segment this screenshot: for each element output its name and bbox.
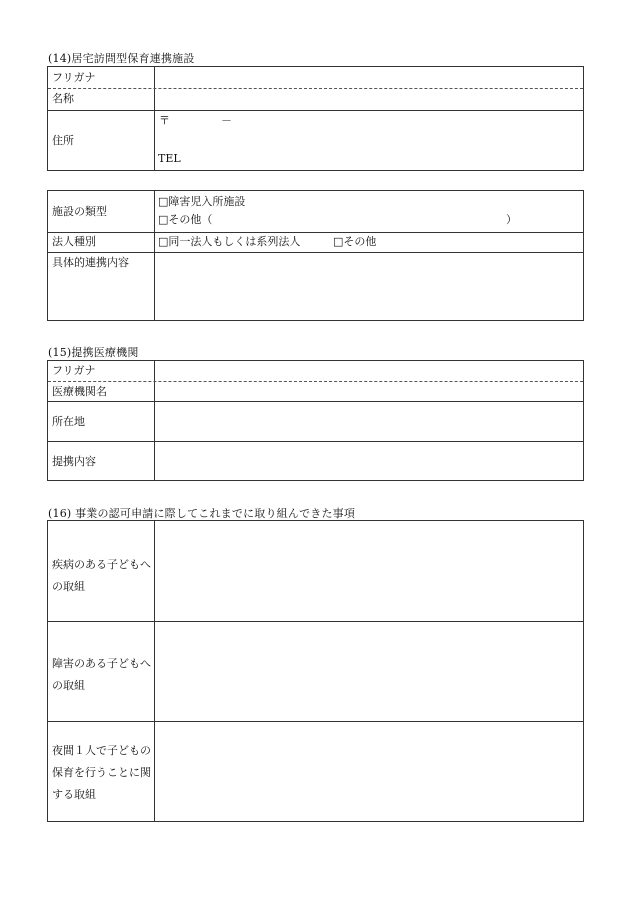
location-field[interactable] (155, 402, 583, 441)
facility-type-label: 施設の類型 (52, 205, 107, 218)
content-field[interactable] (155, 442, 583, 480)
section-15-table (47, 360, 584, 481)
corp-type-option-1[interactable]: □同一法人もしくは系列法人 (158, 235, 301, 248)
section-15-title: (15)提携医療機関 (48, 346, 139, 359)
section-16-title: (16) 事業の認可申請に際してこれまでに取り組んできた事項 (48, 507, 356, 520)
detail-field[interactable] (155, 253, 583, 320)
corp-type-label: 法人種別 (52, 235, 96, 248)
medical-name-label: 医療機関名 (52, 385, 107, 398)
facility-type-option-1[interactable]: □障害児入所施設 (158, 195, 246, 208)
section-14-title: (14)居宅訪問型保育連携施設 (48, 52, 195, 65)
furigana-field[interactable] (155, 67, 583, 88)
detail-label: 具体的連携内容 (52, 256, 129, 269)
name-field[interactable] (155, 89, 583, 110)
facility-type-option-2[interactable]: □その他（ (158, 213, 213, 226)
facility-table (47, 190, 584, 321)
option2-close-paren: ） (506, 213, 517, 226)
postal-mark: 〒 (159, 114, 170, 127)
postal-dash: － (221, 114, 232, 127)
tel-label: TEL (158, 152, 181, 165)
night-care-initiative-label: 夜間１人で子どもの保育を行うことに関する取組 (52, 744, 151, 801)
section-16-table (47, 520, 584, 822)
furigana-label: フリガナ (52, 364, 96, 377)
content-label: 提携内容 (52, 455, 96, 468)
corp-type-option-2[interactable]: □その他 (333, 235, 377, 248)
section-14-table (47, 66, 584, 171)
night-care-initiative-field[interactable] (155, 722, 583, 821)
medical-name-field[interactable] (155, 382, 583, 401)
disability-initiative-field[interactable] (155, 622, 583, 721)
location-label: 所在地 (52, 415, 85, 428)
disability-initiative-label: 障害のある子どもへの取組 (52, 657, 151, 692)
name-label: 名称 (52, 92, 74, 105)
divider (48, 232, 583, 233)
furigana-field[interactable] (155, 361, 583, 381)
address-label: 住所 (52, 134, 74, 147)
illness-initiative-field[interactable] (155, 521, 583, 621)
furigana-label: フリガナ (52, 71, 96, 84)
illness-initiative-label: 疾病のある子どもへの取組 (52, 558, 151, 593)
address-field[interactable] (155, 111, 583, 170)
